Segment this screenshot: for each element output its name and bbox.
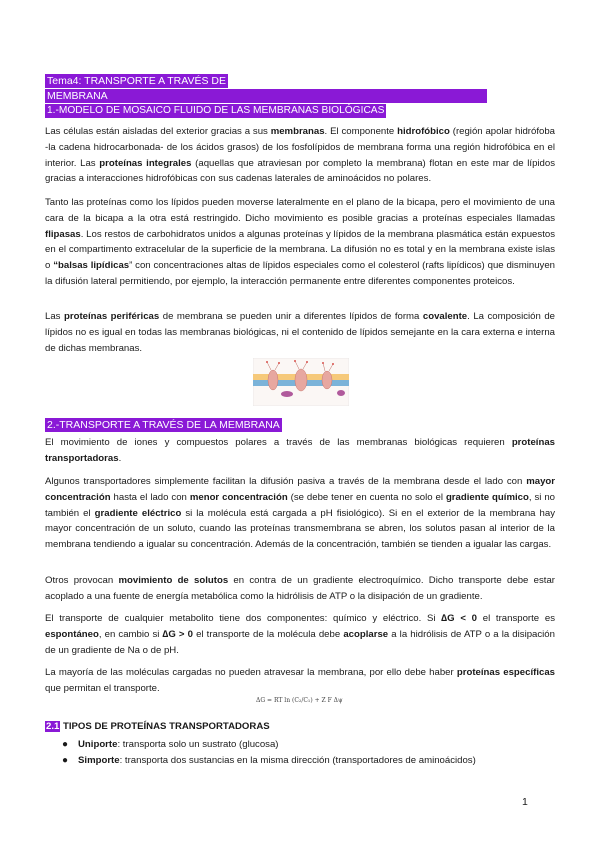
section-2-paragraph-2: Algunos transportadores simplemente facilitan la difusión pasiva a través de la membrana desde el lado con mayor concentración hasta el lado con menor concentración (se debe tener en cuenta no solo el gradiente químico, si no también el gradiente eléctrico si la molécula está cargada a pH fisiológico). Si en el exterior de la membrana hay mayor concentración de un soluto, cuando las proteínas transmembrana se abren, los solutos pasan al interior de la membrana tendiendo a igualar su concentración. Además de la concentración, también se tienden a igualar las cargas.	[45, 476, 555, 551]
list-item: ● Simporte: transporta dos sustancias en la misma dirección (transportadores de aminoácidos)	[62, 755, 476, 766]
bullet-icon: ●	[62, 755, 69, 766]
free-energy-formula: ΔG = RT ln (C₂/C₁) + Z F Δψ	[256, 697, 343, 704]
section-2-paragraph-3: Otros provocan movimiento de solutos en contra de un gradiente electroquímico. Dicho transporte debe estar acoplado a una fuente de energía metabólica como la hidrólisis de ATP o la disipación de un gradiente.	[45, 575, 555, 602]
membrane-illustration	[253, 358, 349, 406]
subsection-number: 2.1	[46, 721, 60, 732]
membrane-diagram-image	[253, 358, 349, 406]
bullet-icon: ●	[62, 739, 69, 750]
section-1-paragraph-2: Tanto las proteínas como los lípidos pueden moverse lateralmente en el plano de la bicapa, pero el movimiento de una cara de la bicapa a la otra está restringido. Dicho movimiento es posible gracias a proteínas especiales llamadas flipasas. Los restos de carbohidratos unidos a algunas proteínas y lípidos de la membrana plasmática están expuestos en el compartimento extracelular de la superficie de la membrana. La difusión no es total y en la membrana existe islas o “balsas lipídicas” con concentraciones altas de lípidos especiales como el colesterol (rafts lipídicos) que disminuyen la difusión lateral permitiendo, por ejemplo, la interacción permanente entre diferentes componentes proteicos.	[45, 197, 555, 287]
title-line-1: Tema4: TRANSPORTE A TRAVÉS DE	[47, 75, 226, 87]
section-1-paragraph-1: Las células están aisladas del exterior gracias a sus membranas. El componente hidrofóbico (región apolar hidrófoba -la cadena hidrocarbonada- de los ácidos grasos) de los fosfolípidos de membrana forma una región hidrofóbica en el interior. Las proteínas integrales (aquellas que atraviesan por completo la membrana) flotan en este mar de lípidos gracias a interacciones hidrofóbicas con sus cadenas laterales de aminoácidos no polares.	[45, 126, 556, 185]
list-item: ● Uniporte: transporta solo un sustrato (glucosa)	[62, 739, 279, 750]
title-line-2: MEMBRANA	[45, 89, 487, 103]
section-2-paragraph-1: El movimiento de iones y compuestos polares a través de las membranas biológicas requieren proteínas transportadoras.	[45, 437, 555, 464]
section-2-paragraph-4: El transporte de cualquier metabolito tiene dos componentes: químico y eléctrico. Si ∆G < 0 el transporte es espontáneo, en cambio si ∆G > 0 el transporte de la molécula debe acoplarse a la hidrólisis de ATP o a la disipación de un gradiente de Na o de pH.	[45, 613, 555, 656]
subsection-2-1-heading: 2.1 TIPOS DE PROTEÍNAS TRANSPORTADORAS	[46, 721, 270, 732]
page-number: 1	[522, 796, 528, 808]
section-1-paragraph-3: Las proteínas periféricas de membrana se pueden unir a diferentes lípidos de forma covalente. La composición de lípidos no es igual en todas las membranas biológicas, ni el contenido de lípidos semejante en la cara externa e interna de dichas membranas.	[45, 311, 555, 354]
section-2-paragraph-5: La mayoría de las moléculas cargadas no pueden atravesar la membrana, por ello debe haber proteínas específicas que permitan el transporte.	[45, 667, 555, 694]
section-1-heading: 1.-MODELO DE MOSAICO FLUIDO DE LAS MEMBRANAS BIOLÓGICAS	[47, 105, 385, 116]
section-2-heading: 2.-TRANSPORTE A TRAVÉS DE LA MEMBRANA	[47, 419, 280, 431]
